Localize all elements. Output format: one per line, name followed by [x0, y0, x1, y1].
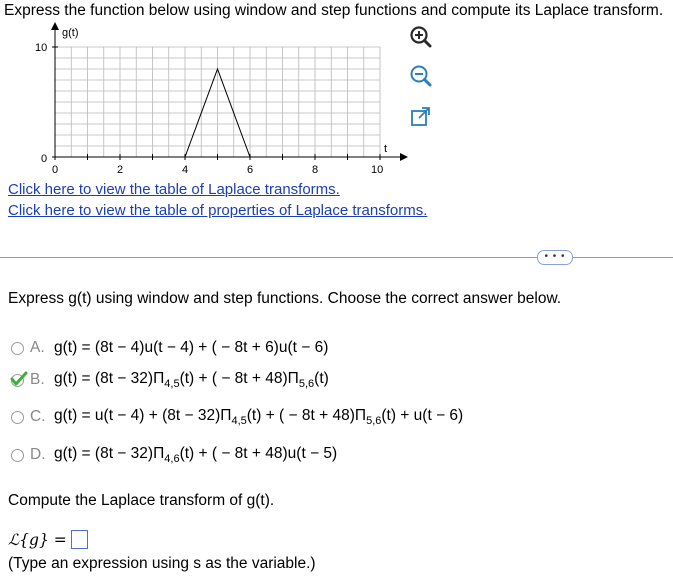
properties-table-link[interactable]: Click here to view the table of properties of Laplace transforms. — [8, 202, 428, 219]
y-tick-label-10: 10 — [35, 42, 48, 54]
more-button[interactable]: • • • — [537, 250, 573, 265]
laplace-table-link[interactable]: Click here to view the table of Laplace transforms. — [8, 181, 340, 198]
answer-hint: (Type an expression using s as the variable.) — [8, 555, 316, 572]
selected-check-icon[interactable] — [11, 374, 30, 387]
y-tick-label-0: 0 — [41, 153, 48, 165]
radio-button[interactable] — [11, 342, 24, 355]
option-formula: $g(t) = (8t - 32)\Pi_{4,6}(t)$ + ( − 8t + 48)u(t − 5) — [54, 445, 338, 465]
graph-ticks — [52, 47, 380, 160]
function-graph — [0, 0, 673, 185]
zoom-in-icon[interactable] — [408, 24, 434, 50]
part1-prompt: Express g(t) using window and step functions. Choose the correct answer below. — [8, 290, 562, 307]
option-formula: g(t) = (8t − 4)u(t − 4) + ( − 8t + 6)u(t − 6) — [54, 339, 329, 356]
x-axis-label: t — [384, 143, 388, 155]
answer-label: ℒ{g} = — [8, 530, 67, 549]
answer-row — [8, 530, 88, 549]
radio-button[interactable] — [11, 449, 24, 462]
x-tick-label: 0 — [52, 164, 59, 176]
option-a[interactable] — [11, 337, 328, 359]
question-title: Express the function below using window and step functions and compute its Laplace transform. — [4, 2, 664, 19]
x-tick-label: 10 — [371, 164, 384, 176]
option-letter: A. — [30, 339, 45, 356]
option-formula: $g(t) = u(t - 4) + (8t - 32)\Pi_{4,5}(t)$ + ( − $8t + 48)\Pi_{5,6}(t) + u(t - 6)$ — [54, 407, 464, 427]
option-b[interactable] — [11, 369, 329, 391]
zoom-out-icon[interactable] — [408, 63, 434, 89]
popout-icon[interactable] — [408, 104, 434, 130]
answer-input[interactable] — [71, 530, 88, 549]
option-c[interactable] — [11, 406, 463, 428]
x-tick-label: 8 — [312, 164, 319, 176]
y-axis-label: g(t) — [62, 27, 79, 39]
x-tick-label: 4 — [182, 164, 189, 176]
y-axis-arrow — [51, 22, 59, 30]
part2-prompt: Compute the Laplace transform of g(t). — [8, 492, 275, 509]
x-tick-label: 6 — [247, 164, 254, 176]
radio-button[interactable] — [11, 411, 24, 424]
option-letter: B. — [30, 371, 45, 388]
option-letter: D. — [30, 446, 46, 463]
x-tick-label: 2 — [117, 164, 124, 176]
graph-grid — [55, 47, 380, 157]
x-axis-arrow — [400, 153, 408, 161]
option-formula: $g(t) = (8t - 32)\Pi_{4,5}(t)$ + ( − $8t + 48)\Pi_{5,6}(t)$ — [54, 370, 329, 390]
option-d[interactable] — [11, 444, 337, 466]
option-letter: C. — [30, 408, 46, 425]
